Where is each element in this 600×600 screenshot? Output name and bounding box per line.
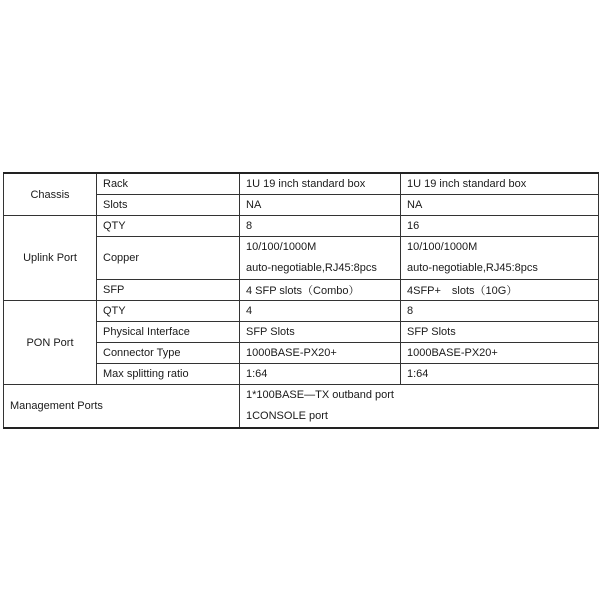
cell-management bbox=[240, 385, 599, 429]
cell-splitting-a: 1:64 bbox=[240, 364, 401, 385]
cell-slots-b: NA bbox=[401, 195, 599, 216]
group-chassis: Chassis bbox=[4, 173, 97, 216]
cell-sfp-a: 4 SFP slots（Combo） bbox=[240, 280, 401, 301]
table-row-rack bbox=[4, 173, 599, 195]
cell-physical-a: SFP Slots bbox=[240, 322, 401, 343]
cell-physical-b: SFP Slots bbox=[401, 322, 599, 343]
cell-connector-a: 1000BASE-PX20+ bbox=[240, 343, 401, 364]
row-label-splitting-ratio: Max splitting ratio bbox=[97, 364, 240, 385]
group-uplink-port: Uplink Port bbox=[4, 216, 97, 301]
group-pon-port: PON Port bbox=[4, 301, 97, 385]
copper-a-line1: 10/100/1000M bbox=[246, 241, 317, 253]
row-label-physical-interface: Physical Interface bbox=[97, 322, 240, 343]
row-label-sfp: SFP bbox=[97, 280, 240, 301]
cell-connector-b: 1000BASE-PX20+ bbox=[401, 343, 599, 364]
row-label-pon-qty: QTY bbox=[97, 301, 240, 322]
table-row-management bbox=[4, 385, 599, 429]
management-line1: 1*100BASE—TX outband port bbox=[246, 389, 394, 401]
copper-b-line2: auto-negotiable,RJ45:8pcs bbox=[407, 262, 538, 274]
cell-pon-qty-b: 8 bbox=[401, 301, 599, 322]
row-label-rack: Rack bbox=[97, 173, 240, 195]
cell-copper-b bbox=[401, 237, 599, 280]
cell-splitting-b: 1:64 bbox=[401, 364, 599, 385]
copper-a-line2: auto-negotiable,RJ45:8pcs bbox=[246, 262, 377, 274]
group-management-ports: Management Ports bbox=[4, 385, 240, 429]
cell-rack-a: 1U 19 inch standard box bbox=[240, 173, 401, 195]
cell-rack-b: 1U 19 inch standard box bbox=[401, 173, 599, 195]
spec-table bbox=[3, 172, 599, 429]
cell-uplink-qty-b: 16 bbox=[401, 216, 599, 237]
table-row-uplink-qty bbox=[4, 216, 599, 237]
cell-pon-qty-a: 4 bbox=[240, 301, 401, 322]
management-line2: 1CONSOLE port bbox=[246, 410, 328, 422]
row-label-uplink-qty: QTY bbox=[97, 216, 240, 237]
row-label-slots: Slots bbox=[97, 195, 240, 216]
table-row-pon-qty bbox=[4, 301, 599, 322]
cell-uplink-qty-a: 8 bbox=[240, 216, 401, 237]
cell-slots-a: NA bbox=[240, 195, 401, 216]
cell-sfp-b: 4SFP+ slots（10G） bbox=[401, 280, 599, 301]
copper-b-line1: 10/100/1000M bbox=[407, 241, 478, 253]
row-label-connector-type: Connector Type bbox=[97, 343, 240, 364]
cell-copper-a bbox=[240, 237, 401, 280]
row-label-copper: Copper bbox=[97, 237, 240, 280]
